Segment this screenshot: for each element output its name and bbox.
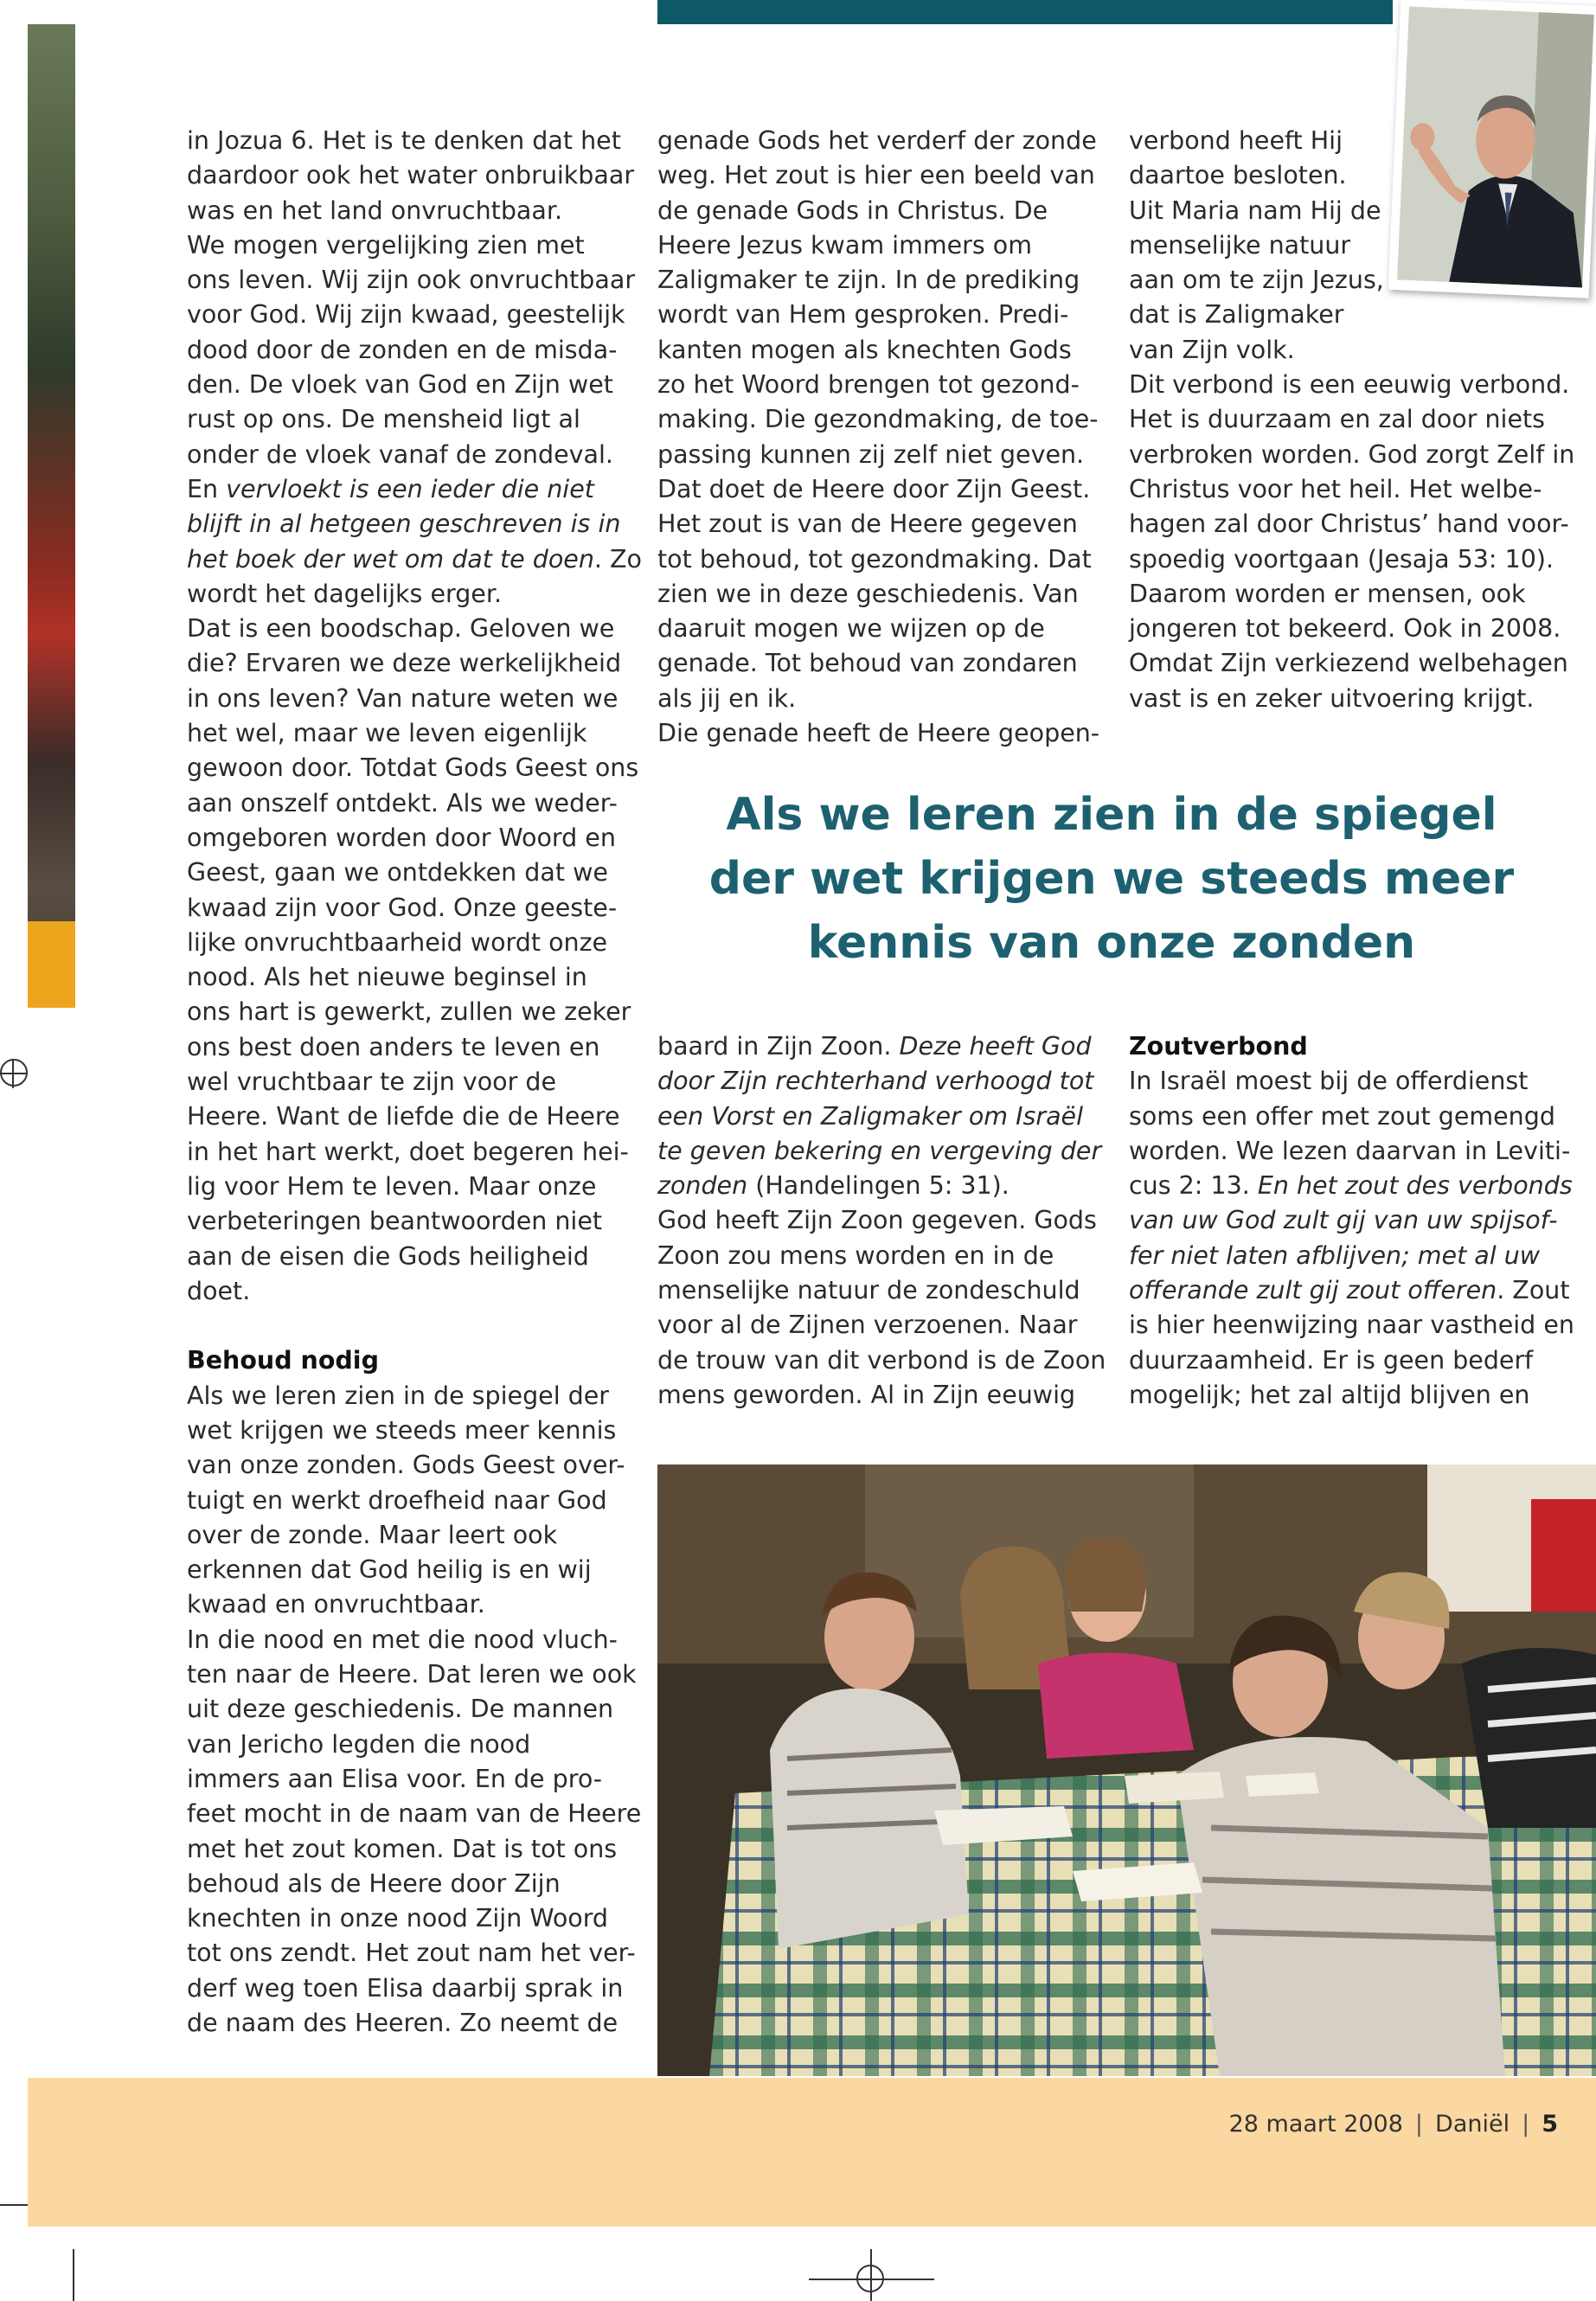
text-span: . Zo bbox=[593, 544, 642, 574]
text-span: Heere Jezus kwam immers om bbox=[657, 230, 1032, 260]
text-span: over de zonde. Maar leert ook bbox=[187, 1520, 558, 1549]
text-line bbox=[187, 472, 642, 507]
text-span: menselijke natuur bbox=[1129, 230, 1351, 260]
text-span: baard in Zijn Zoon. bbox=[657, 1032, 900, 1061]
section-heading: Zoutverbond bbox=[1129, 1032, 1308, 1061]
text-span: de genade Gods in Christus. De bbox=[657, 195, 1048, 225]
text-span: als jij en ik. bbox=[657, 683, 797, 713]
text-column-right-bottom bbox=[1129, 1029, 1574, 1413]
text-line bbox=[187, 1623, 642, 1657]
text-span: Het zout is van de Heere gegeven bbox=[657, 510, 1078, 539]
text-span: daardoor ook het water onbruikbaar bbox=[187, 161, 635, 190]
text-line bbox=[187, 1936, 642, 1971]
text-span: Dat doet de Heere door Zijn Geest. bbox=[657, 474, 1091, 503]
text-line bbox=[657, 1099, 1106, 1134]
text-line bbox=[657, 298, 1099, 332]
text-span: gewoon door. Totdat Gods Geest ons bbox=[187, 753, 639, 783]
text-line bbox=[187, 1484, 642, 1518]
text-line bbox=[187, 1762, 642, 1797]
text-line bbox=[187, 298, 642, 332]
italic-text: zonden bbox=[657, 1171, 748, 1201]
text-line bbox=[1129, 1343, 1574, 1378]
text-span: de trouw van dit verbond is de Zoon bbox=[657, 1345, 1106, 1375]
text-span: voor God. Wij zijn kwaad, geestelijk bbox=[187, 300, 625, 330]
text-line bbox=[657, 158, 1099, 193]
pull-quote-line: Als we leren zien in de spiegel bbox=[726, 789, 1497, 841]
text-line bbox=[1129, 1308, 1574, 1343]
text-span: ons leven. Wij zijn ook onvruchtbaar bbox=[187, 266, 636, 295]
text-line bbox=[657, 1239, 1106, 1273]
text-line bbox=[187, 158, 642, 193]
text-line bbox=[1129, 194, 1574, 228]
text-span: onder de vloek vanaf de zondeval. bbox=[187, 439, 613, 469]
text-line bbox=[1129, 263, 1574, 298]
text-line bbox=[187, 891, 642, 926]
text-line bbox=[657, 1134, 1106, 1169]
text-line bbox=[1129, 1203, 1574, 1238]
pull-quote bbox=[657, 783, 1566, 975]
text-line bbox=[657, 1308, 1106, 1343]
text-span: immers aan Elisa voor. En de pro- bbox=[187, 1764, 603, 1793]
text-line bbox=[187, 716, 642, 751]
text-line bbox=[187, 1553, 642, 1587]
text-span: behoud als de Heere door Zijn bbox=[187, 1868, 561, 1898]
text-span: die? Ervaren we deze werkelijkheid bbox=[187, 649, 622, 678]
text-line bbox=[187, 821, 642, 856]
text-line bbox=[187, 960, 642, 995]
text-span: soms een offer met zout gemengd bbox=[1129, 1101, 1555, 1131]
text-line bbox=[657, 646, 1099, 681]
text-span: voor al de Zijnen verzoenen. Naar bbox=[657, 1311, 1078, 1340]
text-line bbox=[657, 263, 1099, 298]
text-line bbox=[1129, 228, 1574, 263]
text-line bbox=[187, 1867, 642, 1901]
text-column-middle-top bbox=[657, 124, 1099, 751]
text-span: passing kunnen zij zelf niet geven. bbox=[657, 439, 1085, 469]
text-line bbox=[1129, 1239, 1574, 1273]
text-line bbox=[1129, 402, 1574, 437]
text-line bbox=[657, 438, 1099, 472]
text-line bbox=[1129, 682, 1574, 716]
text-line bbox=[657, 1029, 1106, 1064]
pull-quote-line: kennis van onze zonden bbox=[807, 917, 1416, 969]
footer-date: 28 maart 2008 bbox=[1228, 2111, 1403, 2138]
text-span: Uit Maria nam Hij de bbox=[1129, 195, 1381, 225]
text-span: daartoe besloten. bbox=[1129, 161, 1347, 190]
text-line bbox=[187, 646, 642, 681]
text-line bbox=[657, 1064, 1106, 1099]
text-span: van onze zonden. Gods Geest over- bbox=[187, 1451, 625, 1480]
text-span: doet. bbox=[187, 1276, 251, 1305]
text-line bbox=[657, 194, 1099, 228]
text-line bbox=[187, 1797, 642, 1831]
text-span: verbeteringen beantwoorden niet bbox=[187, 1207, 603, 1236]
text-line bbox=[187, 926, 642, 960]
text-span: Zoon zou mens worden en in de bbox=[657, 1240, 1054, 1270]
text-span: dat is Zaligmaker bbox=[1129, 300, 1344, 330]
text-line bbox=[187, 194, 642, 228]
text-span: duurzaamheid. Er is geen bederf bbox=[1129, 1345, 1534, 1375]
text-span: wel vruchtbaar te zijn voor de bbox=[187, 1067, 556, 1097]
text-span: genade. Tot behoud van zondaren bbox=[657, 649, 1078, 678]
text-line bbox=[657, 612, 1099, 646]
italic-text: offerande zult gij zout offeren bbox=[1129, 1276, 1497, 1305]
text-span: Dit verbond is een eeuwig verbond. bbox=[1129, 370, 1570, 400]
text-line bbox=[187, 1274, 642, 1309]
pull-quote-line: der wet krijgen we steeds meer bbox=[708, 853, 1515, 905]
text-span: hagen zal door Christus’ hand voor- bbox=[1129, 510, 1569, 539]
text-span: het wel, maar we leven eigenlijk bbox=[187, 719, 587, 748]
text-line bbox=[187, 1518, 642, 1553]
text-span: omgeboren worden door Woord en bbox=[187, 823, 616, 852]
text-span: den. De vloek van God en Zijn wet bbox=[187, 370, 613, 400]
text-span: in het hart werkt, doet begeren hei- bbox=[187, 1137, 629, 1166]
text-line bbox=[187, 1448, 642, 1483]
text-line bbox=[187, 1832, 642, 1867]
text-line bbox=[187, 1657, 642, 1692]
text-line bbox=[187, 1030, 642, 1065]
paragraph-gap bbox=[187, 1309, 642, 1343]
crop-mark bbox=[73, 2249, 74, 2301]
text-span: aan om te zijn Jezus, bbox=[1129, 266, 1384, 295]
text-span: van Jericho legden die nood bbox=[187, 1729, 531, 1759]
text-line bbox=[1129, 646, 1574, 681]
text-line bbox=[657, 402, 1099, 437]
text-column-right-top bbox=[1129, 124, 1574, 716]
italic-text: Deze heeft God bbox=[899, 1032, 1092, 1061]
text-line bbox=[657, 1343, 1106, 1378]
text-line bbox=[187, 542, 642, 577]
text-span: God heeft Zijn Zoon gegeven. Gods bbox=[657, 1206, 1097, 1235]
text-line bbox=[187, 333, 642, 368]
text-line bbox=[1129, 368, 1574, 402]
text-span: wordt het dagelijks erger. bbox=[187, 579, 503, 608]
text-line bbox=[187, 577, 642, 612]
text-line bbox=[187, 402, 642, 437]
text-span: cus 2: 13. bbox=[1129, 1171, 1258, 1201]
text-span: lijke onvruchtbaarheid wordt onze bbox=[187, 927, 608, 957]
text-span: in ons leven? Van nature weten we bbox=[187, 683, 619, 713]
text-line bbox=[1129, 333, 1574, 368]
group-photo-illustration bbox=[657, 1465, 1596, 2076]
text-line bbox=[187, 995, 642, 1029]
text-span: verbroken worden. God zorgt Zelf in bbox=[1129, 439, 1575, 469]
text-span: kanten mogen als knechten Gods bbox=[657, 335, 1072, 364]
text-line bbox=[657, 228, 1099, 263]
text-line bbox=[187, 1727, 642, 1762]
text-line bbox=[187, 856, 642, 890]
text-line bbox=[1129, 1064, 1574, 1099]
text-line bbox=[187, 1692, 642, 1727]
text-column-left bbox=[187, 124, 642, 2041]
text-span: aan de eisen die Gods heiligheid bbox=[187, 1241, 589, 1271]
text-line bbox=[1129, 1099, 1574, 1134]
text-span: knechten in onze nood Zijn Woord bbox=[187, 1904, 609, 1933]
text-span: Die genade heeft de Heere geopen- bbox=[657, 719, 1100, 748]
text-span: . Zout bbox=[1497, 1276, 1570, 1305]
text-span: rust op ons. De mensheid ligt al bbox=[187, 405, 580, 434]
italic-text: vervloekt is een ieder die niet bbox=[226, 474, 594, 503]
text-line bbox=[657, 1169, 1106, 1203]
text-line bbox=[187, 1240, 642, 1274]
text-line bbox=[187, 1099, 642, 1134]
text-line bbox=[187, 1413, 642, 1448]
text-span: wordt van Hem gesproken. Predi- bbox=[657, 300, 1069, 330]
page-number: 5 bbox=[1542, 2111, 1558, 2138]
text-span: spoedig voortgaan (Jesaja 53: 10). bbox=[1129, 544, 1554, 574]
text-line bbox=[187, 438, 642, 472]
text-span: zo het Woord brengen tot gezond- bbox=[657, 370, 1080, 400]
page-footer: 28 maart 2008 | Daniël | 5 bbox=[1228, 2111, 1558, 2138]
italic-text: een Vorst en Zaligmaker om Israël bbox=[657, 1101, 1084, 1131]
text-span: Zaligmaker te zijn. In de prediking bbox=[657, 266, 1080, 295]
text-span: verbond heeft Hij bbox=[1129, 126, 1343, 155]
text-span: kwaad en onvruchtbaar. bbox=[187, 1590, 485, 1619]
crop-mark bbox=[856, 2265, 884, 2292]
text-span: ons best doen anders te leven en bbox=[187, 1032, 600, 1061]
text-span: in Jozua 6. Het is te denken dat het bbox=[187, 126, 621, 155]
orange-accent-block bbox=[28, 921, 75, 1008]
footer-magazine: Daniël bbox=[1435, 2111, 1510, 2138]
text-span: Als we leren zien in de spiegel der bbox=[187, 1381, 610, 1410]
text-line bbox=[187, 1587, 642, 1622]
text-span: derf weg toen Elisa daarbij sprak in bbox=[187, 1973, 624, 2003]
text-span: weg. Het zout is hier een beeld van bbox=[657, 161, 1095, 190]
footer-band bbox=[28, 2078, 1596, 2227]
text-line bbox=[187, 368, 642, 402]
text-span: En bbox=[187, 474, 227, 503]
text-line bbox=[657, 542, 1099, 577]
text-line bbox=[657, 716, 1099, 751]
italic-text: blijft in al hetgeen geschreven is in bbox=[187, 510, 621, 539]
text-line bbox=[657, 682, 1099, 716]
bible-study-group-photo bbox=[657, 1465, 1596, 2076]
text-span: kwaad zijn voor God. Onze geeste- bbox=[187, 893, 618, 922]
text-span: In Israël moest bij de offerdienst bbox=[1129, 1067, 1529, 1096]
text-span: met het zout komen. Dat is tot ons bbox=[187, 1834, 618, 1863]
text-span: Geest, gaan we ontdekken dat we bbox=[187, 858, 608, 888]
text-span: erkennen dat God heilig is en wij bbox=[187, 1555, 592, 1585]
text-line bbox=[187, 751, 642, 785]
italic-text: fer niet laten afblijven; met al uw bbox=[1129, 1240, 1541, 1270]
text-span: Omdat Zijn verkiezend welbehagen bbox=[1129, 649, 1568, 678]
text-line bbox=[1129, 472, 1574, 507]
text-line bbox=[657, 1378, 1106, 1413]
text-line bbox=[187, 507, 642, 542]
text-span: In die nood en met die nood vluch- bbox=[187, 1625, 618, 1654]
text-line bbox=[1129, 612, 1574, 646]
text-span: genade Gods het verderf der zonde bbox=[657, 126, 1097, 155]
text-span: Christus voor het heil. Het welbe- bbox=[1129, 474, 1542, 503]
italic-text: En het zout des verbonds bbox=[1257, 1171, 1573, 1201]
text-line bbox=[657, 1273, 1106, 1308]
text-line bbox=[1129, 1378, 1574, 1413]
text-line bbox=[187, 228, 642, 263]
text-line bbox=[187, 1204, 642, 1239]
text-span: was en het land onvruchtbaar. bbox=[187, 195, 562, 225]
text-span: van Zijn volk. bbox=[1129, 335, 1295, 364]
text-line bbox=[1129, 298, 1574, 332]
text-span: Het is duurzaam en zal door niets bbox=[1129, 405, 1546, 434]
text-span: We mogen vergelijking zien met bbox=[187, 230, 585, 260]
text-line bbox=[187, 786, 642, 821]
text-line bbox=[187, 263, 642, 298]
italic-text: het boek der wet om dat te doen bbox=[187, 544, 594, 574]
text-line bbox=[1129, 542, 1574, 577]
text-span: (Handelingen 5: 31). bbox=[747, 1171, 1010, 1201]
text-span: feet mocht in de naam van de Heere bbox=[187, 1799, 642, 1829]
text-span: Dat is een boodschap. Geloven we bbox=[187, 614, 615, 644]
text-span: ten naar de Heere. Dat leren we ook bbox=[187, 1660, 637, 1689]
text-line bbox=[657, 333, 1099, 368]
text-span: tot ons zendt. Het zout nam het ver- bbox=[187, 1939, 636, 1968]
text-span: dood door de zonden en de misda- bbox=[187, 335, 618, 364]
text-line bbox=[1129, 1169, 1574, 1203]
text-span: making. Die gezondmaking, de toe- bbox=[657, 405, 1099, 434]
text-span: uit deze geschiedenis. De mannen bbox=[187, 1695, 614, 1724]
text-line bbox=[1129, 507, 1574, 542]
text-line bbox=[187, 124, 642, 158]
text-line bbox=[657, 507, 1099, 542]
text-column-middle-bottom bbox=[657, 1029, 1106, 1413]
text-line bbox=[1129, 577, 1574, 612]
text-line bbox=[187, 1901, 642, 1936]
text-line bbox=[657, 472, 1099, 507]
text-span: is hier heenwijzing naar vastheid en bbox=[1129, 1311, 1574, 1340]
text-span: daaruit mogen we wijzen op de bbox=[657, 614, 1045, 644]
text-span: Heere. Want de liefde die de Heere bbox=[187, 1102, 620, 1131]
text-span: lig voor Hem te leven. Maar onze bbox=[187, 1171, 597, 1201]
text-span: jongeren tot bekeerd. Ook in 2008. bbox=[1129, 614, 1561, 644]
text-span: de naam des Heeren. Zo neemt de bbox=[187, 2009, 619, 2038]
italic-text: te geven bekering en vergeving der bbox=[657, 1136, 1102, 1165]
text-line bbox=[187, 1170, 642, 1204]
text-span: tot behoud, tot gezondmaking. Dat bbox=[657, 544, 1092, 574]
italic-text: van uw God zult gij van uw spijsof- bbox=[1129, 1206, 1558, 1235]
header-color-bar bbox=[657, 0, 1393, 24]
text-span: worden. We lezen daarvan in Leviti- bbox=[1129, 1136, 1571, 1165]
text-line bbox=[187, 612, 642, 646]
text-line bbox=[1129, 158, 1574, 193]
text-line bbox=[187, 1135, 642, 1170]
text-span: aan onszelf ontdekt. Als we weder- bbox=[187, 788, 618, 817]
left-edge-photo bbox=[28, 24, 75, 1008]
text-line bbox=[187, 1379, 642, 1413]
text-line bbox=[657, 577, 1099, 612]
text-line bbox=[657, 1203, 1106, 1238]
text-span: nood. Als het nieuwe beginsel in bbox=[187, 963, 587, 992]
text-line bbox=[187, 1971, 642, 2006]
text-line bbox=[187, 682, 642, 716]
text-span: tuigt en werkt droefheid naar God bbox=[187, 1485, 607, 1515]
italic-text: door Zijn rechterhand verhoogd tot bbox=[657, 1067, 1094, 1096]
section-heading: Behoud nodig bbox=[187, 1346, 379, 1375]
text-line bbox=[1129, 124, 1574, 158]
text-span: mogelijk; het zal altijd blijven en bbox=[1129, 1380, 1530, 1409]
text-line bbox=[1129, 1134, 1574, 1169]
text-line bbox=[657, 368, 1099, 402]
crop-mark bbox=[0, 2204, 28, 2206]
text-span: Daarom worden er mensen, ook bbox=[1129, 579, 1526, 608]
text-span: vast is en zeker uitvoering krijgt. bbox=[1129, 683, 1535, 713]
text-line bbox=[1129, 438, 1574, 472]
text-span: menselijke natuur de zondeschuld bbox=[657, 1276, 1080, 1305]
text-span: ons hart is gewerkt, zullen we zeker bbox=[187, 997, 631, 1027]
text-line bbox=[1129, 1273, 1574, 1308]
text-span: mens geworden. Al in Zijn eeuwig bbox=[657, 1380, 1076, 1409]
text-span: wet krijgen we steeds meer kennis bbox=[187, 1415, 617, 1445]
text-line bbox=[187, 1065, 642, 1099]
crop-mark bbox=[0, 1059, 28, 1086]
text-line bbox=[657, 124, 1099, 158]
text-span: zien we in deze geschiedenis. Van bbox=[657, 579, 1079, 608]
text-line bbox=[187, 2006, 642, 2041]
